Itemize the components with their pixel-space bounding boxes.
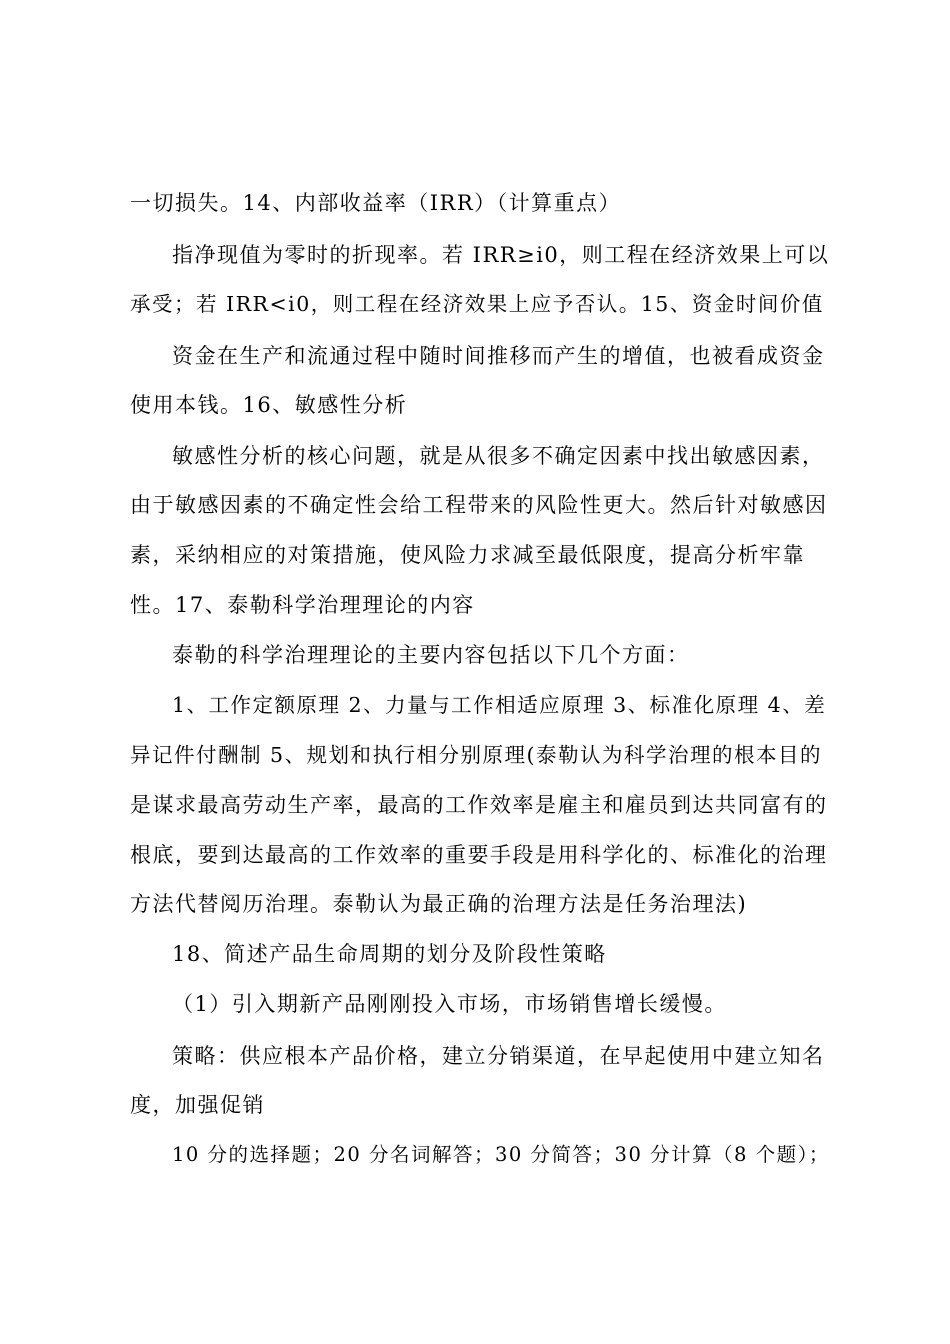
text-line: 18、简述产品生命周期的划分及阶段性策略 <box>172 942 607 966</box>
text-line: 根底，要到达最高的工作效率的重要手段是用科学化的、标准化的治理 <box>130 843 828 867</box>
text-line: 泰勒的科学治理理论的主要内容包括以下几个方面： <box>172 643 690 667</box>
text-line: 度，加强促销 <box>130 1093 265 1117</box>
text-line: 异记件付酬制 5、规划和执行相分别原理(泰勒认为科学治理的根本目的 <box>130 743 823 767</box>
text-line: 承受；若 IRR<i0，则工程在经济效果上应予否认。15、资金时间价值 <box>130 292 824 316</box>
text-line: 使用本钱。16、敏感性分析 <box>130 393 408 417</box>
text-line: 一切损失。14、内部收益率（IRR）（计算重点） <box>130 191 622 215</box>
text-line: 性。17、泰勒科学治理理论的内容 <box>130 593 475 617</box>
text-line: 10 分的选择题；20 分名词解答；30 分简答；30 分计算（8 个题）； <box>172 1143 830 1166</box>
text-line: 指净现值为零时的折现率。若 IRR≥i0，则工程在经济效果上可以 <box>172 243 830 267</box>
text-line: 资金在生产和流通过程中随时间推移而产生的增值，也被看成资金 <box>172 344 825 368</box>
text-line: 素，采纳相应的对策措施，使风险力求减至最低限度，提高分析牢靠 <box>130 543 805 567</box>
text-line: 是谋求最高劳动生产率，最高的工作效率是雇主和雇员到达共同富有的 <box>130 793 828 817</box>
text-line: （1）引入期新产品刚刚投入市场，市场销售增长缓慢。 <box>172 992 727 1016</box>
text-line: 方法代替阅历治理。泰勒认为最正确的治理方法是任务治理法) <box>130 892 748 916</box>
text-line: 策略：供应根本产品价格，建立分销渠道，在早起使用中建立知名 <box>172 1044 825 1068</box>
text-line: 由于敏感因素的不确定性会给工程带来的风险性更大。然后针对敏感因 <box>130 493 828 517</box>
text-line: 1、工作定额原理 2、力量与工作相适应原理 3、标准化原理 4、差 <box>172 693 827 717</box>
text-line: 敏感性分析的核心问题，就是从很多不确定因素中找出敏感因素， <box>172 444 825 468</box>
